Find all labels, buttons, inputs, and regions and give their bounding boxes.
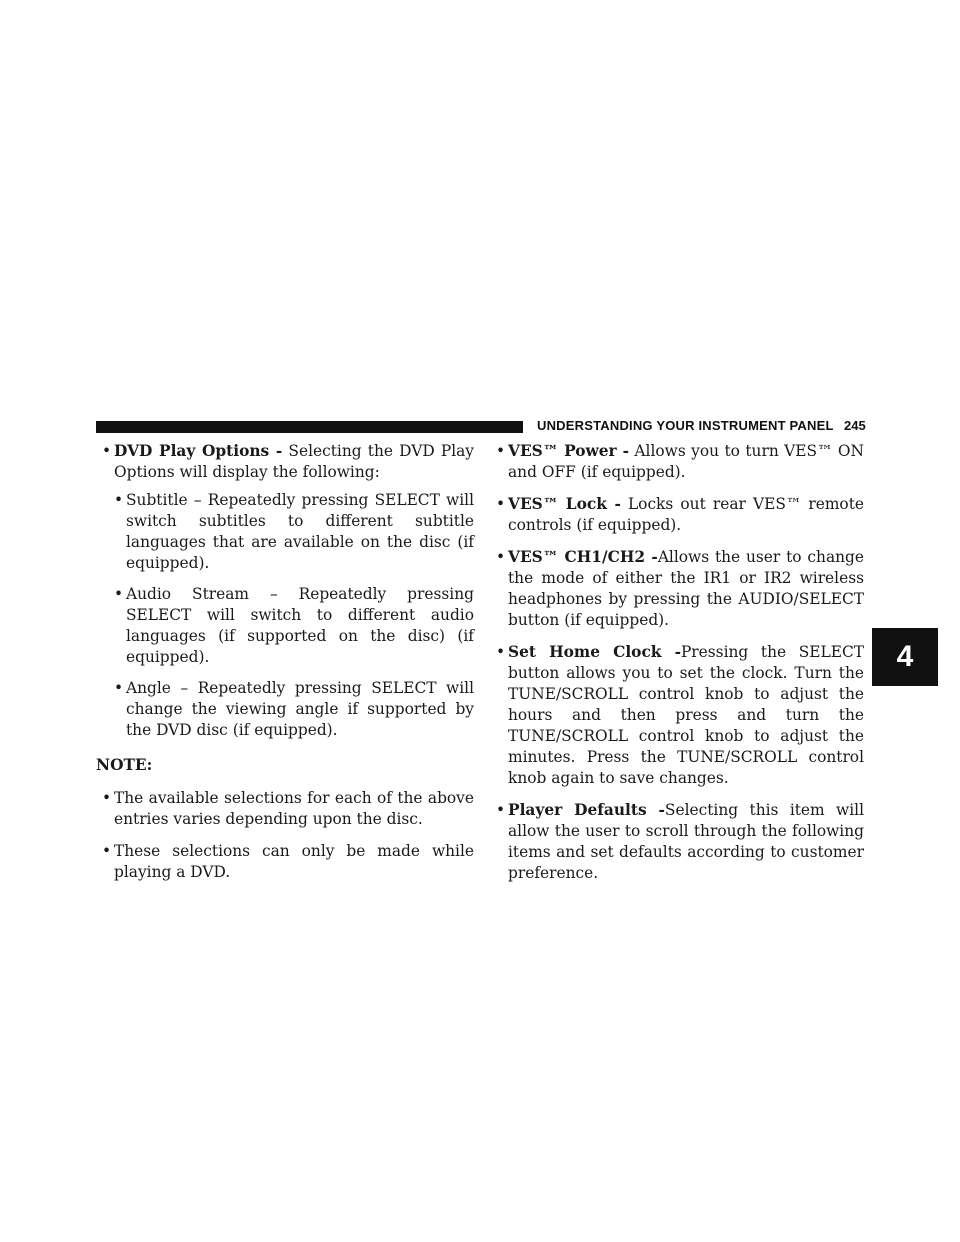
bullet-icon: • (496, 495, 506, 513)
right-column (490, 441, 864, 895)
note-heading: NOTE: (96, 756, 153, 774)
list-item-dvd-play-options (96, 441, 474, 741)
chapter-tab: 4 (872, 628, 938, 686)
sub-item-text: Angle – Repeatedly pressing SELECT will change the viewing angle if supported by the DVD disc (if equipped). (126, 679, 474, 739)
item-term: DVD Play Options - (114, 442, 283, 460)
bullet-icon: • (496, 643, 506, 661)
bullet-icon: • (496, 442, 506, 460)
bullet-icon: • (114, 491, 124, 509)
sub-item-text: Audio Stream – Repeatedly pressing SELECT will switch to different audio languages (if supported on the disc) (if equipped). (126, 585, 474, 666)
bullet-icon: • (114, 585, 124, 603)
bullet-icon: • (102, 789, 112, 807)
item-term: VES™ Lock - (508, 495, 621, 513)
bullet-icon: • (102, 442, 112, 460)
list-item-set-home-clock (490, 642, 864, 789)
list-item-ves-power (490, 441, 864, 483)
sub-list (114, 490, 474, 741)
list-item-player-defaults (490, 800, 864, 884)
bullet-icon: • (496, 801, 506, 819)
item-text: Allows the user to change the mode of either the IR1 or IR2 wireless headphones by pressing the AUDIO/SELECT button (if equipped). (508, 548, 864, 629)
page-number: 245 (844, 418, 866, 433)
note-text: The available selections for each of the above entries varies depending upon the disc. (114, 789, 474, 828)
item-text: Pressing the SELECT button allows you to set the clock. Turn the TUNE/SCROLL control knob to adjust the hours and then press and turn the TUNE/SCROLL control knob to adjust the minutes. Press the TUNE/SCROLL control knob again to save changes. (508, 643, 864, 787)
sub-item-subtitle (114, 490, 474, 574)
header-rule (96, 421, 523, 433)
note-item (96, 841, 474, 883)
list-item-ves-ch1-ch2 (490, 547, 864, 631)
sub-item-text: Subtitle – Repeatedly pressing SELECT will switch subtitles to different subtitle languages that are available on the disc (if equipped). (126, 491, 474, 572)
item-text: Selecting the DVD Play Options will display the following: (114, 442, 474, 481)
bullet-icon: • (114, 679, 124, 697)
sub-item-angle (114, 678, 474, 741)
item-term: Set Home Clock - (508, 643, 681, 661)
note-item (96, 788, 474, 830)
left-column (96, 441, 474, 894)
item-term: VES™ Power - (508, 442, 629, 460)
item-term: VES™ CH1/CH2 - (508, 548, 658, 566)
item-term: Player Defaults - (508, 801, 665, 819)
list-item-ves-lock (490, 494, 864, 536)
item-text: Selecting this item will allow the user to scroll through the following items and set defaults according to customer preference. (508, 801, 864, 882)
section-title: UNDERSTANDING YOUR INSTRUMENT PANEL (537, 418, 834, 433)
note-text: These selections can only be made while playing a DVD. (114, 842, 474, 881)
item-text: Allows you to turn VES™ ON and OFF (if equipped). (508, 442, 864, 481)
bullet-icon: • (102, 842, 112, 860)
sub-item-audio-stream (114, 584, 474, 668)
bullet-icon: • (496, 548, 506, 566)
item-text: Locks out rear VES™ remote controls (if equipped). (508, 495, 864, 534)
